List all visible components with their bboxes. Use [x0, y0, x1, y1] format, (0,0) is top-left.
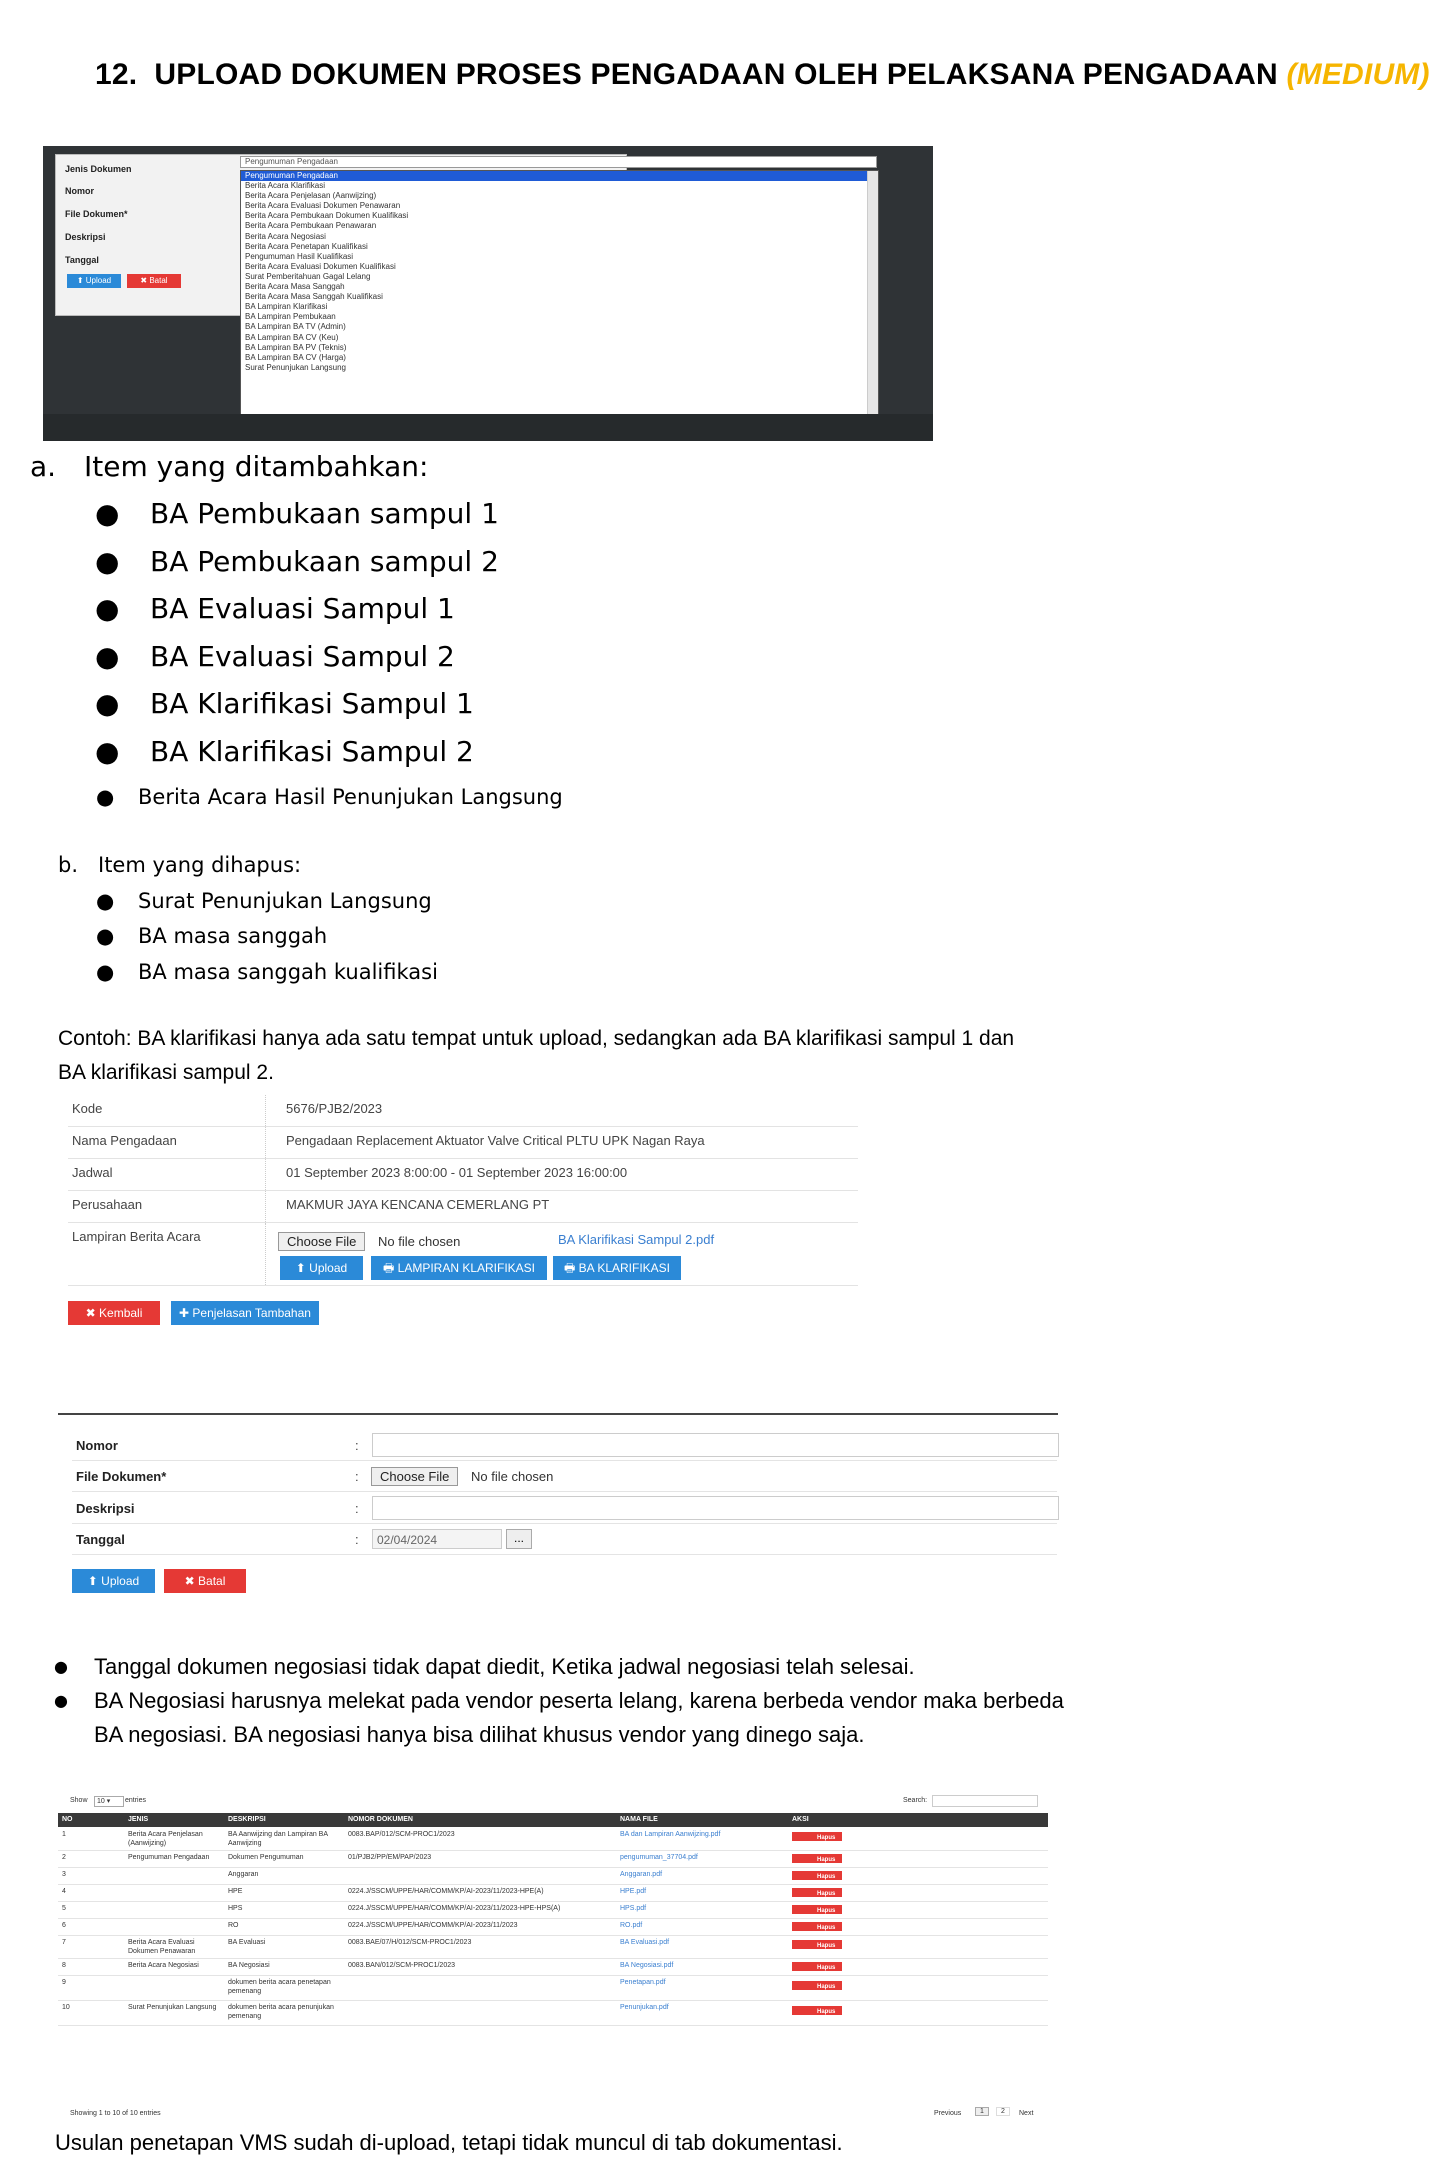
list-item: ● BA Evaluasi Sampul 2	[95, 640, 455, 673]
pagination-next[interactable]: Next	[1019, 2110, 1034, 2117]
show-label: Show	[70, 1797, 88, 1804]
section-a-heading	[30, 450, 429, 483]
table-row: Nama Pengadaan Pengadaan Replacement Aktuator Valve Critical PLTU UPK Nagan Raya	[68, 1127, 858, 1159]
list-item: ● BA Pembukaan sampul 2	[95, 545, 499, 578]
hapus-button[interactable]: Hapus	[792, 1832, 842, 1841]
list-item: ● BA Negosiasi harusnya melekat pada vendor peserta lelang, karena berbeda vendor maka berbeda	[54, 1688, 1064, 1713]
heading-title: UPLOAD DOKUMEN PROSES PENGADAAN OLEH PELAKSANA PENGADAAN	[154, 58, 1278, 91]
pagination-previous[interactable]: Previous	[934, 2110, 962, 2117]
table-row: 10 Surat Penunjukan Langsung dokumen berita acara penunjukan pemenang Penunjukan.pdf Hapus	[58, 2001, 1048, 2026]
section-b-title: Item yang dihapus:	[98, 853, 302, 877]
screenshot-upload-form	[58, 1413, 1058, 1603]
lampiran-klarifikasi-button[interactable]: 🖶 LAMPIRAN KLARIFIKASI	[371, 1256, 547, 1280]
hapus-button[interactable]: Hapus	[792, 1922, 842, 1931]
footer-note: Usulan penetapan VMS sudah di-upload, tetapi tidak muncul di tab dokumentasi.	[55, 2130, 843, 2155]
table-row: 3 Anggaran Anggaran.pdf Hapus	[58, 1868, 1048, 1885]
showing-entries-text: Showing 1 to 10 of 10 entries	[70, 2110, 161, 2117]
option[interactable]: BA Lampiran Klarifikasi	[245, 302, 328, 312]
section-heading	[95, 58, 1430, 92]
hapus-button[interactable]: Hapus	[792, 1962, 842, 1971]
table-row: 4 HPE 0224.J/SSCM/UPPE/HAR/COMM/KP/AI-2023/11/2023-HPE(A) HPE.pdf Hapus	[58, 1885, 1048, 1902]
option[interactable]: Berita Acara Evaluasi Dokumen Kualifikasi	[245, 261, 396, 271]
hapus-button[interactable]: Hapus	[792, 1940, 842, 1949]
option[interactable]: BA Lampiran BA CV (Keu)	[245, 332, 339, 342]
list-item: ● Surat Penunjukan Langsung	[96, 889, 432, 913]
option[interactable]: Surat Penunjukan Langsung	[245, 362, 346, 372]
screenshot-documents-table	[58, 1797, 1048, 2122]
option[interactable]: Surat Pemberitahuan Gagal Lelang	[245, 271, 371, 281]
hapus-button[interactable]: Hapus	[792, 1854, 842, 1863]
option[interactable]: BA Lampiran BA PV (Teknis)	[245, 342, 347, 352]
hapus-button[interactable]: Hapus	[792, 1888, 842, 1897]
no-file-text: No file chosen	[471, 1469, 554, 1484]
table-row: Perusahaan MAKMUR JAYA KENCANA CEMERLANG PT	[68, 1191, 858, 1223]
list-item: ● BA Klarifikasi Sampul 1	[95, 687, 474, 720]
contoh-paragraph	[58, 1022, 1068, 1090]
footer-strip	[43, 414, 933, 441]
form-row-nomor: Nomor :	[72, 1430, 1057, 1461]
list-item: ● BA Pembukaan sampul 1	[95, 497, 499, 530]
heading-number: 12.	[95, 58, 138, 91]
screenshot-ba-klarifikasi	[60, 1095, 860, 1320]
notes-list	[54, 1650, 1094, 1752]
label-jenis-dokumen: Jenis Dokumen	[65, 164, 132, 174]
option[interactable]: Berita Acara Masa Sanggah	[245, 282, 345, 292]
jenis-dokumen-options	[240, 170, 879, 416]
hapus-button[interactable]: Hapus	[792, 1981, 842, 1990]
table-row: Jadwal 01 September 2023 8:00:00 - 01 September 2023 16:00:00	[68, 1159, 858, 1191]
cancel-button[interactable]: ✖ Batal	[127, 274, 181, 288]
table-row: 6 RO 0224.J/SSCM/UPPE/HAR/COMM/KP/AI-2023/11/2023 RO.pdf Hapus	[58, 1919, 1048, 1936]
heading-open-paren: (	[1286, 58, 1297, 91]
option[interactable]: Berita Acara Negosiasi	[245, 231, 326, 241]
heading-tag: MEDIUM	[1296, 58, 1420, 91]
contoh-line-1: Contoh: BA klarifikasi hanya ada satu tempat untuk upload, sedangkan ada BA klarifikasi sampul 1 dan	[58, 1027, 1015, 1050]
no-file-text: No file chosen	[378, 1234, 461, 1249]
kembali-button[interactable]: ✖ Kembali	[68, 1301, 160, 1325]
heading-close-paren: )	[1419, 58, 1430, 91]
pagination-page-2[interactable]: 2	[996, 2107, 1010, 2116]
label-nomor: Nomor	[65, 186, 94, 196]
date-picker-button[interactable]: ...	[506, 1529, 532, 1549]
file-link[interactable]: BA Klarifikasi Sampul 2.pdf	[558, 1232, 715, 1247]
upload-button[interactable]: ⬆ Upload	[280, 1256, 363, 1280]
table-row: 7 Berita Acara Evaluasi Dokumen Penawaran BA Evaluasi 0083.BAE/07/H/012/SCM-PROC1/2023 BA Evaluasi.pdf Hapus	[58, 1936, 1048, 1959]
option[interactable]: Berita Acara Evaluasi Dokumen Penawaran	[245, 201, 401, 211]
tanggal-input[interactable]: 02/04/2024	[372, 1529, 502, 1549]
list-item: ● Berita Acara Hasil Penunjukan Langsung	[96, 785, 563, 809]
upload-button[interactable]: ⬆ Upload	[72, 1569, 155, 1593]
jenis-dokumen-select[interactable]: Pengumuman Pengadaan	[240, 156, 877, 168]
option[interactable]: BA Lampiran BA CV (Harga)	[245, 352, 346, 362]
hapus-button[interactable]: Hapus	[792, 1871, 842, 1880]
label-tanggal: Tanggal	[65, 255, 99, 265]
section-b-heading	[58, 853, 301, 877]
table-row: Lampiran Berita Acara	[68, 1223, 858, 1286]
table-row: 1 Berita Acara Penjelasan (Aanwijzing) BA Aanwijzing dan Lampiran BA Aanwijzing 0083.BAP/012/SCM-PROC1/2023 BA dan Lampiran Aanwijzing.pdf Hapus	[58, 1828, 1048, 1851]
option[interactable]: Berita Acara Penetapan Kualifikasi	[245, 241, 368, 251]
form-row-tanggal: Tanggal :	[72, 1524, 1057, 1555]
table-row: 5 HPS 0224.J/SSCM/UPPE/HAR/COMM/KP/AI-2023/11/2023-HPE-HPS(A) HPS.pdf Hapus	[58, 1902, 1048, 1919]
hapus-button[interactable]: Hapus	[792, 1905, 842, 1914]
option[interactable]: Berita Acara Pembukaan Dokumen Kualifikasi	[245, 211, 409, 221]
choose-file-button[interactable]: Choose File	[278, 1232, 365, 1251]
table-header: NO JENIS DESKRIPSI NOMOR DOKUMEN NAMA FILE AKSI	[58, 1813, 1048, 1827]
option[interactable]: Berita Acara Klarifikasi	[245, 181, 326, 191]
choose-file-button[interactable]: Choose File	[371, 1467, 458, 1486]
scrollbar[interactable]	[867, 171, 878, 415]
entries-label: entries	[125, 1797, 147, 1804]
option[interactable]: Berita Acara Pembukaan Penawaran	[245, 221, 377, 231]
list-item: ● BA masa sanggah	[96, 924, 328, 948]
option[interactable]: BA Lampiran Pembukaan	[245, 312, 336, 322]
label-file-dokumen: File Dokumen*	[65, 209, 128, 219]
label-deskripsi: Deskripsi	[65, 232, 106, 242]
penjelasan-tambahan-button[interactable]: ✚ Penjelasan Tambahan	[171, 1301, 319, 1325]
deskripsi-input[interactable]	[372, 1496, 1059, 1520]
screenshot-document-type-dropdown	[43, 146, 933, 441]
table-row: Kode 5676/PJB2/2023	[68, 1095, 858, 1127]
list-item: ● BA Evaluasi Sampul 1	[95, 592, 455, 625]
option[interactable]: Pengumuman Pengadaan	[241, 171, 878, 181]
entries-select[interactable]: 10 ▾	[94, 1796, 124, 1807]
pagination-page-1[interactable]: 1	[975, 2107, 989, 2116]
hapus-button[interactable]: Hapus	[792, 2006, 842, 2015]
upload-button[interactable]: ⬆ Upload	[67, 274, 121, 288]
list-item: ● BA Klarifikasi Sampul 2	[95, 735, 474, 768]
contoh-line-2: BA klarifikasi sampul 2.	[58, 1061, 274, 1084]
table-row: 9 dokumen berita acara penetapan pemenang Penetapan.pdf Hapus	[58, 1976, 1048, 2001]
table-row: 2 Pengumuman Pengadaan Dokumen Pengumuman 01/PJB2/PP/EM/PAP/2023 pengumuman_37704.pdf Hapus	[58, 1851, 1048, 1868]
list-item-continuation: BA negosiasi. BA negosiasi hanya bisa dilihat khusus vendor yang dinego saja.	[94, 1722, 865, 1747]
table-row: 8 Berita Acara Negosiasi BA Negosiasi 0083.BAN/012/SCM-PROC1/2023 BA Negosiasi.pdf Hapus	[58, 1959, 1048, 1976]
list-item: ● BA masa sanggah kualifikasi	[96, 960, 438, 984]
nomor-input[interactable]	[372, 1433, 1059, 1457]
search-input[interactable]	[932, 1795, 1038, 1807]
option[interactable]: BA Lampiran BA TV (Admin)	[245, 322, 346, 332]
divider	[58, 1413, 1058, 1415]
form-row-file: File Dokumen* :	[72, 1461, 1057, 1492]
option[interactable]: Berita Acara Penjelasan (Aanwijzing)	[245, 191, 377, 201]
section-a-title: Item yang ditambahkan:	[84, 450, 429, 483]
ba-klarifikasi-button[interactable]: 🖶 BA KLARIFIKASI	[553, 1256, 681, 1280]
section-b-letter: b.	[58, 853, 79, 877]
form-row-deskripsi: Deskripsi :	[72, 1493, 1057, 1524]
list-item: ● Tanggal dokumen negosiasi tidak dapat diedit, Ketika jadwal negosiasi telah selesai.	[54, 1654, 915, 1679]
option[interactable]: Berita Acara Masa Sanggah Kualifikasi	[245, 292, 383, 302]
option[interactable]: Pengumuman Hasil Kualifikasi	[245, 251, 354, 261]
search-label: Search:	[903, 1797, 928, 1804]
section-a-letter: a.	[30, 450, 57, 483]
batal-button[interactable]: ✖ Batal	[164, 1569, 246, 1593]
